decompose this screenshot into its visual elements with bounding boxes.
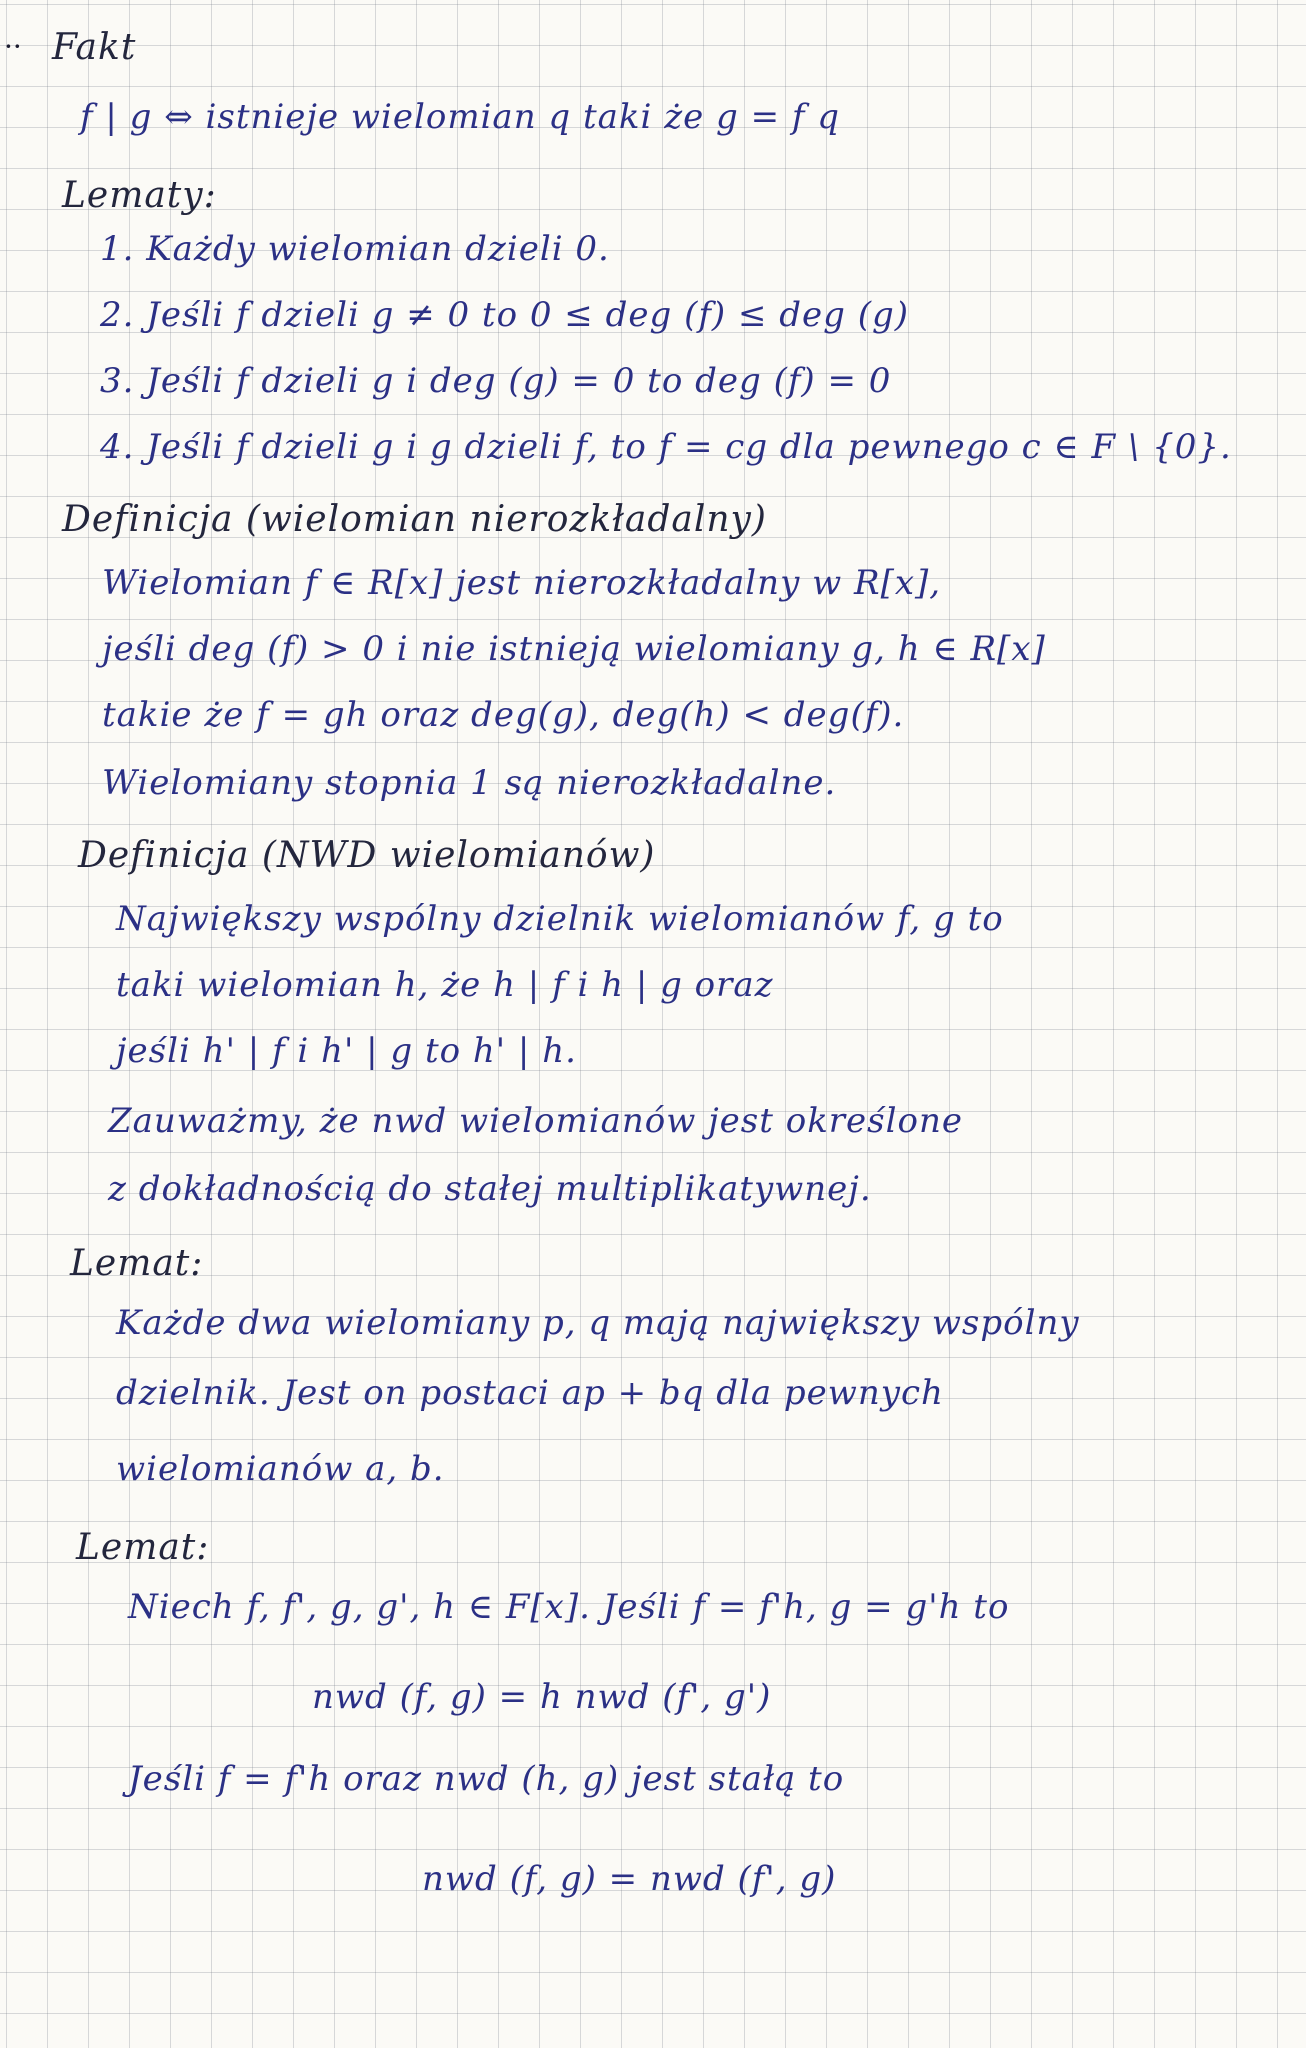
lemma-item-4: 4. Jeśli f dzieli g i g dzieli f, to f = cg dla pewnego c ∈ F \ {0}. xyxy=(100,427,1232,467)
lemmas-heading: Lematy: xyxy=(62,175,217,216)
definition-gcd-line-2: taki wielomian h, że h | f i h | g oraz xyxy=(116,965,774,1005)
definition-irreducible-line-4: Wielomiany stopnia 1 są nierozkładalne. xyxy=(102,763,837,803)
lemma-gcd-existence-heading: Lemat: xyxy=(70,1243,204,1284)
definition-irreducible-heading: Definicja (wielomian nierozkładalny) xyxy=(62,499,767,540)
definition-irreducible-line-3: takie że f = gh oraz deg(g), deg(h) < deg(f). xyxy=(102,695,905,735)
margin-dots: ·· xyxy=(4,30,22,63)
definition-gcd-heading: Definicja (NWD wielomianów) xyxy=(78,835,656,876)
definition-gcd-line-3: jeśli h' | f i h' | g to h' | h. xyxy=(116,1031,577,1071)
lemma-gcd-existence-line-1: Każde dwa wielomiany p, q mają największy wspólny xyxy=(116,1303,1080,1343)
lemma-gcd-factor-line-2: Jeśli f = f'h oraz nwd (h, g) jest stałą to xyxy=(128,1759,845,1799)
lemma-gcd-factor-line-1: Niech f, f', g, g', h ∈ F[x]. Jeśli f = f'h, g = g'h to xyxy=(128,1587,1010,1627)
lemma-item-2: 2. Jeśli f dzieli g ≠ 0 to 0 ≤ deg (f) ≤ deg (g) xyxy=(100,295,910,335)
definition-gcd-line-4: Zauważmy, że nwd wielomianów jest określone xyxy=(108,1101,963,1141)
definition-irreducible-line-1: Wielomian f ∈ R[x] jest nierozkładalny w R[x], xyxy=(102,563,942,603)
lemma-item-1: 1. Każdy wielomian dzieli 0. xyxy=(100,229,610,269)
lemma-item-3: 3. Jeśli f dzieli g i deg (g) = 0 to deg (f) = 0 xyxy=(100,361,892,401)
note-title: Fakt xyxy=(52,27,137,68)
lemma-gcd-existence-line-3: wielomianów a, b. xyxy=(116,1449,445,1489)
lemma-gcd-factor-formula-1: nwd (f, g) = h nwd (f', g') xyxy=(312,1677,772,1717)
definition-irreducible-line-2: jeśli deg (f) > 0 i nie istnieją wielomiany g, h ∈ R[x] xyxy=(102,629,1046,669)
fact-statement: f | g ⇔ istnieje wielomian q taki że g = f q xyxy=(80,97,841,137)
lemma-gcd-factor-formula-2: nwd (f, g) = nwd (f', g) xyxy=(422,1859,837,1899)
lemma-gcd-existence-line-2: dzielnik. Jest on postaci ap + bq dla pewnych xyxy=(116,1373,944,1413)
definition-gcd-line-1: Największy wspólny dzielnik wielomianów f, g to xyxy=(116,899,1004,939)
definition-gcd-line-5: z dokładnością do stałej multiplikatywnej. xyxy=(108,1169,872,1209)
lemma-gcd-factor-heading: Lemat: xyxy=(76,1527,210,1568)
